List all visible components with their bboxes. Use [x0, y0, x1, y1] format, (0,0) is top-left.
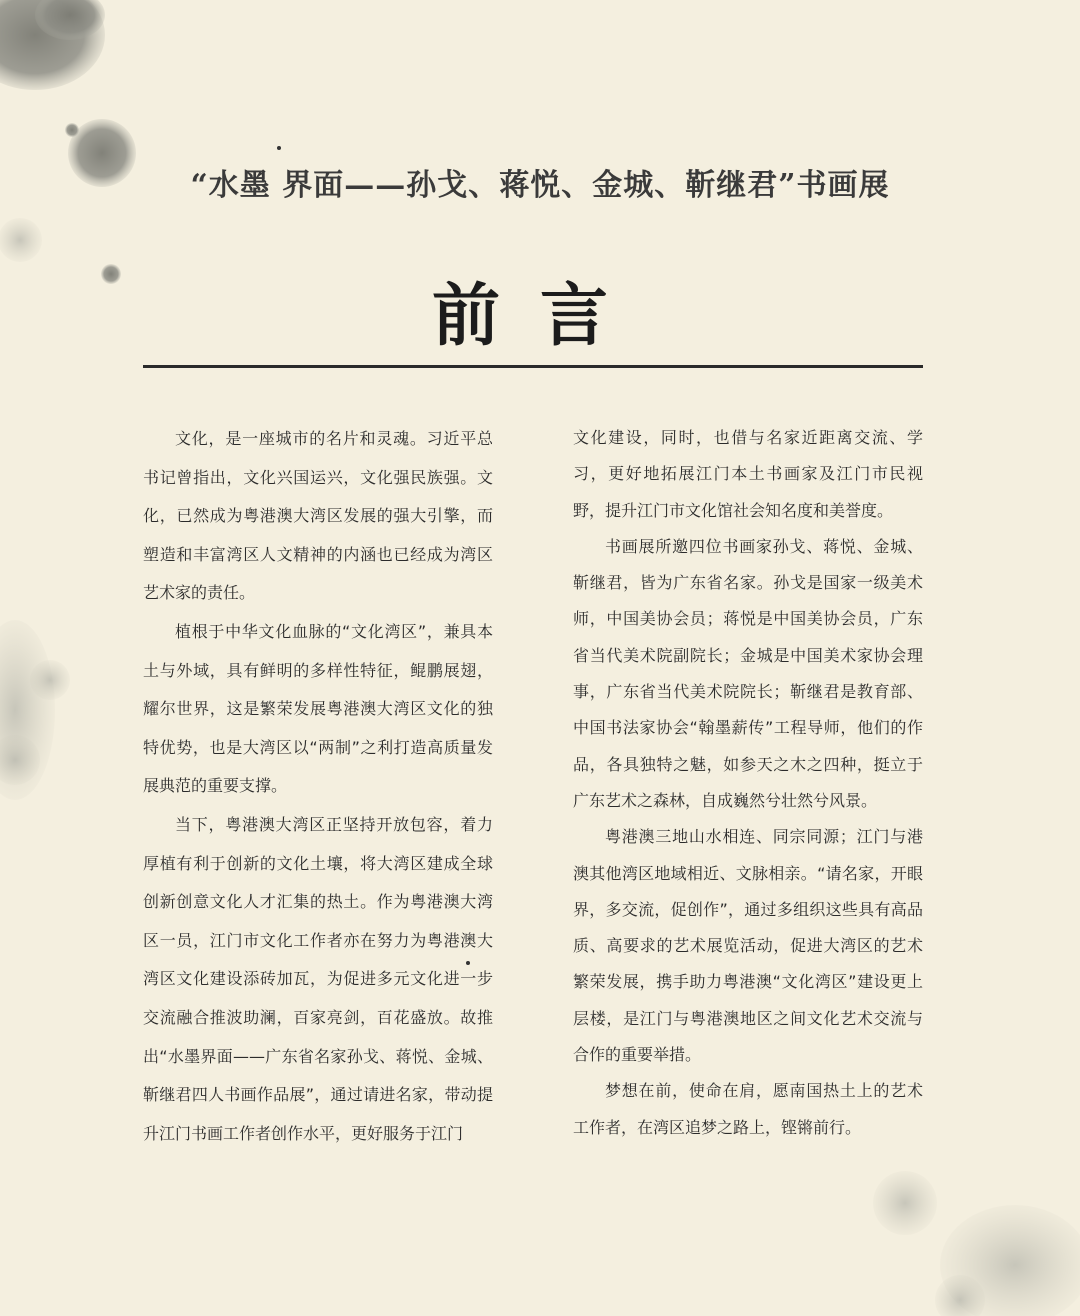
paragraph: 当下，粤港澳大湾区正坚持开放包容，着力厚植有利于创新的文化土壤，将大湾区建成全球创新创意文化人才汇集的热土。作为粤港澳大湾区一员，江门市文化工作者亦在努力为粤港澳大湾区文化建设添砖加瓦，为促进多元文化进一步交流融合推波助澜，百家亮剑，百花盛放。故推出“水墨界面——广东省名家孙戈、蒋悦、金城、靳继君四人书画作品展”，通过请进名家，带动提升江门书画工作者创作水平，更好服务于江门	[143, 814, 493, 1143]
text-column-right	[573, 420, 923, 1146]
paragraph-continued: 文化建设，同时，也借与名家近距离交流、学习，更好地拓展江门本土书画家及江门市民视野，提升江门市文化馆社会知名度和美誉度。	[573, 428, 923, 520]
paragraph: 粤港澳三地山水相连、同宗同源；江门与港澳其他湾区地域相近、文脉相亲。“请名家，开眼界，多交流，促创作”，通过多组织这些具有高品质、高要求的艺术展览活动，促进大湾区的艺术繁荣发展，携手助力粤港澳“文化湾区”建设更上层楼，是江门与粤港澳地区之间文化艺术交流与合作的重要举措。	[573, 827, 923, 1065]
ink-blot-left-middle	[0, 620, 70, 800]
paragraph: 书画展所邀四位书画家孙戈、蒋悦、金城、靳继君，皆为广东省名家。孙戈是国家一级美术师，中国美协会员；蒋悦是中国美协会员，广东省当代美术院副院长；金城是中国美术家协会理事，广东省当代美术院院长；靳继君是教育部、中国书法家协会“翰墨薪传”工程导师，他们的作品，各具独特之魅，如参天之木之四种，挺立于广东艺术之森林，自成巍然兮壮然兮风景。	[573, 536, 923, 810]
ink-speck-top	[277, 146, 281, 150]
exhibition-subtitle: “水墨 界面——孙戈、蒋悦、金城、靳继君”书画展	[190, 168, 890, 203]
ink-blot-top-left	[0, 0, 136, 284]
paragraph: 文化，是一座城市的名片和灵魂。习近平总书记曾指出，文化兴国运兴，文化强民族强。文化，已然成为粤港澳大湾区发展的强大引擎，而塑造和丰富湾区人文精神的内涵也已经成为湾区艺术家的责任。	[143, 429, 493, 603]
page-title: 前言	[431, 276, 648, 356]
text-column-left	[143, 420, 493, 1153]
ink-blot-bottom-right	[873, 1171, 1080, 1316]
paragraph: 梦想在前，使命在肩，愿南国热土上的艺术工作者，在湾区追梦之路上，铿锵前行。	[573, 1081, 923, 1137]
title-divider	[143, 365, 923, 368]
paragraph: 植根于中华文化血脉的“文化湾区”，兼具本土与外域，具有鲜明的多样性特征，鲲鹏展翅，耀尔世界，这是繁荣发展粤港澳大湾区文化的独特优势，也是大湾区以“两制”之利打造高质量发展典范的重要支撑。	[143, 621, 493, 796]
